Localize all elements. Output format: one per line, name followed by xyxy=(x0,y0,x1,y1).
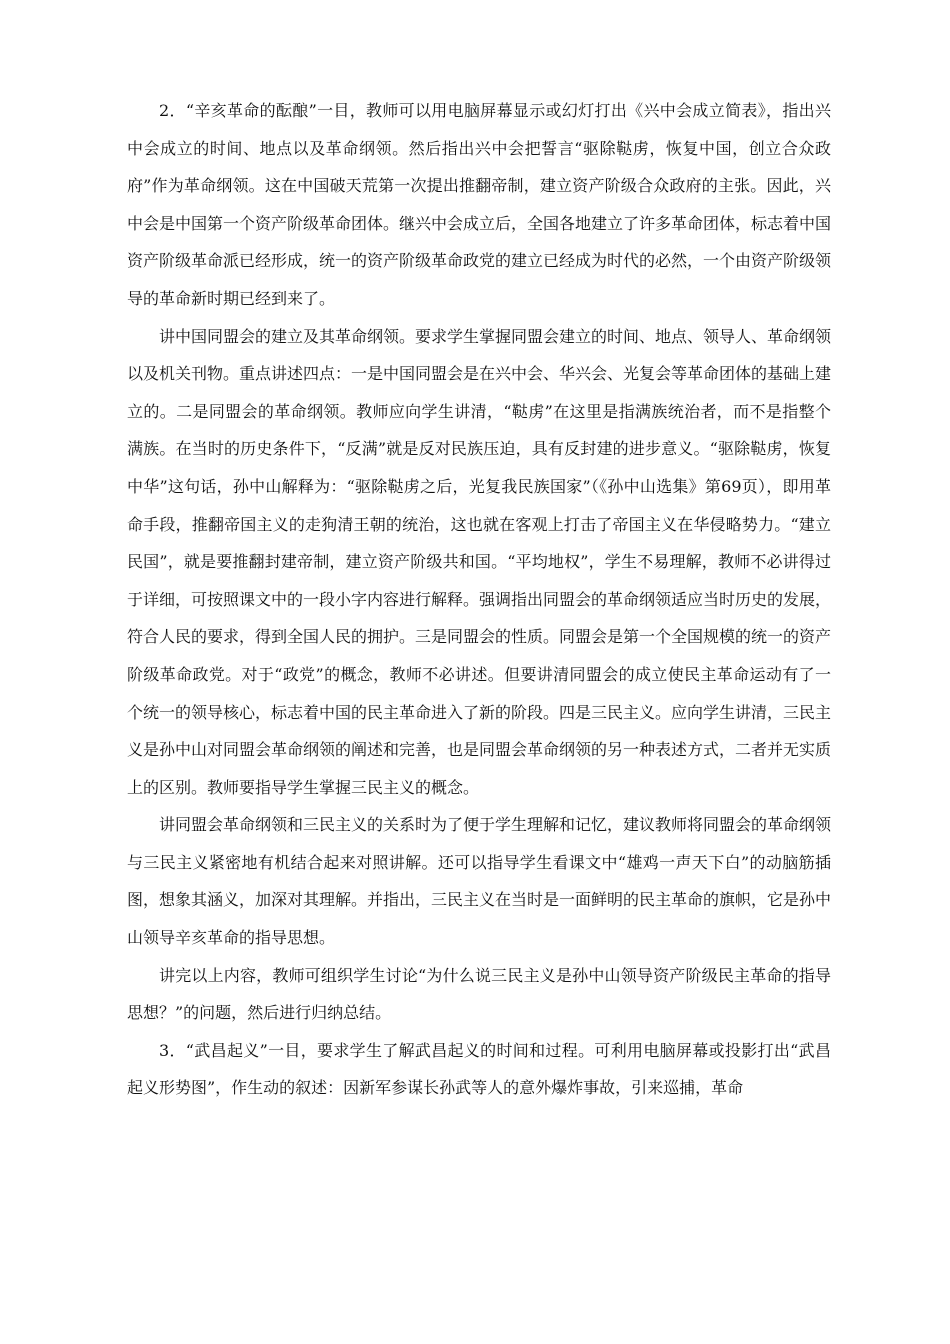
document-body xyxy=(127,92,831,1107)
paragraph-4: 讲完以上内容，教师可组织学生讨论“为什么说三民主义是孙中山领导资产阶级民主革命的指导思想？”的问题，然后进行归纳总结。 xyxy=(127,965,831,1023)
paragraph-1: 2．“辛亥革命的酝酿”一目，教师可以用电脑屏幕显示或幻灯打出《兴中会成立简表》，指出兴中会成立的时间、地点以及革命纲领。然后指出兴中会把誓言“驱除鞑虏，恢复中国，创立合众政府”作为革命纲领。这在中国破天荒第一次提出推翻帝制，建立资产阶级合众政府的主张。因此，兴中会是中国第一个资产阶级革命团体。继兴中会成立后，全国各地建立了许多革命团体，标志着中国资产阶级革命派已经形成，统一的资产阶级革命政党的建立已经成为时代的必然，一个由资产阶级领导的革命新时期已经到来了。 xyxy=(127,101,832,308)
paragraph-5: 3．“武昌起义”一目，要求学生了解武昌起义的时间和过程。可利用电脑屏幕或投影打出“武昌起义形势图”，作生动的叙述：因新军参谋长孙武等人的意外爆炸事故，引来巡捕，革命 xyxy=(127,1040,831,1098)
paragraph-2: 讲中国同盟会的建立及其革命纲领。要求学生掌握同盟会建立的时间、地点、领导人、革命纲领以及机关刊物。重点讲述四点：一是中国同盟会是在兴中会、华兴会、光复会等革命团体的基础上建立的。二是同盟会的革命纲领。教师应向学生讲清，“鞑虏”在这里是指满族统治者，而不是指整个满族。在当时的历史条件下，“反满”就是反对民族压迫，具有反封建的进步意义。“驱除鞑虏，恢复中华”这句话，孙中山解释为：“驱除鞑虏之后，光复我民族国家”（《孙中山选集》第69页），即用革命手段，推翻帝国主义的走狗清王朝的统治，这也就在客观上打击了帝国主义在华侵略势力。“建立民国”，就是要推翻封建帝制，建立资产阶级共和国。“平均地权”，学生不易理解，教师不必讲得过于详细，可按照课文中的一段小字内容进行解释。强调指出同盟会的革命纲领适应当时历史的发展，符合人民的要求，得到全国人民的拥护。三是同盟会的性质。同盟会是第一个全国规模的统一的资产阶级革命政党。对于“政党”的概念，教师不必讲述。但要讲清同盟会的成立使民主革命运动有了一个统一的领导核心，标志着中国的民主革命进入了新的阶段。四是三民主义。应向学生讲清，三民主义是孙中山对同盟会革命纲领的阐述和完善，也是同盟会革命纲领的另一种表述方式，二者并无实质上的区别。教师要指导学生掌握三民主义的概念。 xyxy=(127,326,832,797)
paragraph-3: 讲同盟会革命纲领和三民主义的关系时为了便于学生理解和记忆，建议教师将同盟会的革命纲领与三民主义紧密地有机结合起来对照讲解。还可以指导学生看课文中“雄鸡一声天下白”的动脑筋插图，想象其涵义，加深对其理解。并指出，三民主义在当时是一面鲜明的民主革命的旗帜，它是孙中山领导辛亥革命的指导思想。 xyxy=(127,815,832,948)
